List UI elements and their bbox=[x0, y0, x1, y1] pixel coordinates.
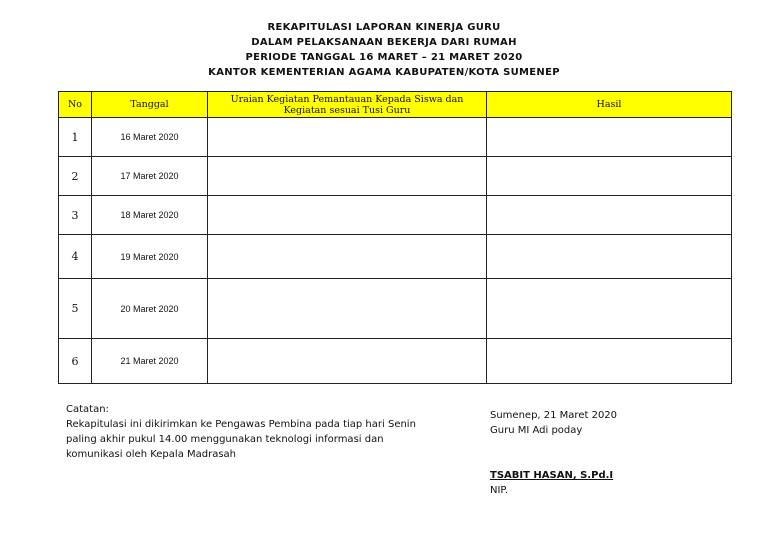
header-no: No bbox=[59, 92, 92, 118]
row-uraian[interactable] bbox=[208, 235, 487, 279]
notes-text: Rekapitulasi ini dikirimkan ke Pengawas Pembina pada tiap hari Senin paling akhir pukul 14.00 menggunakan teknologi informasi dan komunikasi oleh Kepala Madrasah bbox=[66, 419, 416, 460]
notes-section bbox=[66, 402, 426, 462]
row-uraian[interactable] bbox=[208, 279, 487, 339]
row-hasil[interactable] bbox=[487, 279, 732, 339]
row-hasil[interactable] bbox=[487, 235, 732, 279]
row-tanggal: 18 Maret 2020 bbox=[92, 196, 208, 235]
table-row bbox=[59, 235, 732, 279]
row-no: 4 bbox=[59, 235, 92, 279]
row-tanggal: 16 Maret 2020 bbox=[92, 118, 208, 157]
signature-block bbox=[490, 408, 617, 498]
signature-nip: NIP. bbox=[490, 485, 509, 496]
row-tanggal: 17 Maret 2020 bbox=[92, 157, 208, 196]
row-hasil[interactable] bbox=[487, 339, 732, 384]
row-no: 6 bbox=[59, 339, 92, 384]
title-line-3: PERIODE TANGGAL 16 MARET – 21 MARET 2020 bbox=[245, 52, 523, 63]
signature-name: TSABIT HASAN, S.Pd.I bbox=[490, 470, 614, 481]
row-hasil[interactable] bbox=[487, 157, 732, 196]
title-line-1: REKAPITULASI LAPORAN KINERJA GURU bbox=[267, 22, 501, 33]
header-hasil: Hasil bbox=[487, 92, 732, 118]
header-uraian: Uraian Kegiatan Pemantauan Kepada Siswa dan Kegiatan sesuai Tusi Guru bbox=[208, 92, 487, 118]
row-no: 5 bbox=[59, 279, 92, 339]
row-uraian[interactable] bbox=[208, 196, 487, 235]
title-line-2: DALAM PELAKSANAAN BEKERJA DARI RUMAH bbox=[251, 37, 517, 48]
row-uraian[interactable] bbox=[208, 118, 487, 157]
row-no: 1 bbox=[59, 118, 92, 157]
header-tanggal: Tanggal bbox=[92, 92, 208, 118]
row-uraian[interactable] bbox=[208, 157, 487, 196]
recap-table bbox=[58, 91, 732, 384]
row-tanggal: 19 Maret 2020 bbox=[92, 235, 208, 279]
signature-place-date: Sumenep, 21 Maret 2020 bbox=[490, 410, 618, 421]
title-line-4: KANTOR KEMENTERIAN AGAMA KABUPATEN/KOTA SUMENEP bbox=[208, 67, 560, 78]
row-no: 3 bbox=[59, 196, 92, 235]
row-no: 2 bbox=[59, 157, 92, 196]
table-row bbox=[59, 279, 732, 339]
table-row bbox=[59, 339, 732, 384]
notes-title: Catatan: bbox=[66, 404, 109, 415]
table-row bbox=[59, 118, 732, 157]
row-uraian[interactable] bbox=[208, 339, 487, 384]
row-tanggal: 20 Maret 2020 bbox=[92, 279, 208, 339]
table-row bbox=[59, 157, 732, 196]
row-tanggal: 21 Maret 2020 bbox=[92, 339, 208, 384]
document-header bbox=[0, 20, 768, 80]
table-header-row bbox=[59, 92, 732, 118]
signature-role: Guru MI Adi poday bbox=[490, 425, 583, 436]
row-hasil[interactable] bbox=[487, 118, 732, 157]
table-row bbox=[59, 196, 732, 235]
row-hasil[interactable] bbox=[487, 196, 732, 235]
